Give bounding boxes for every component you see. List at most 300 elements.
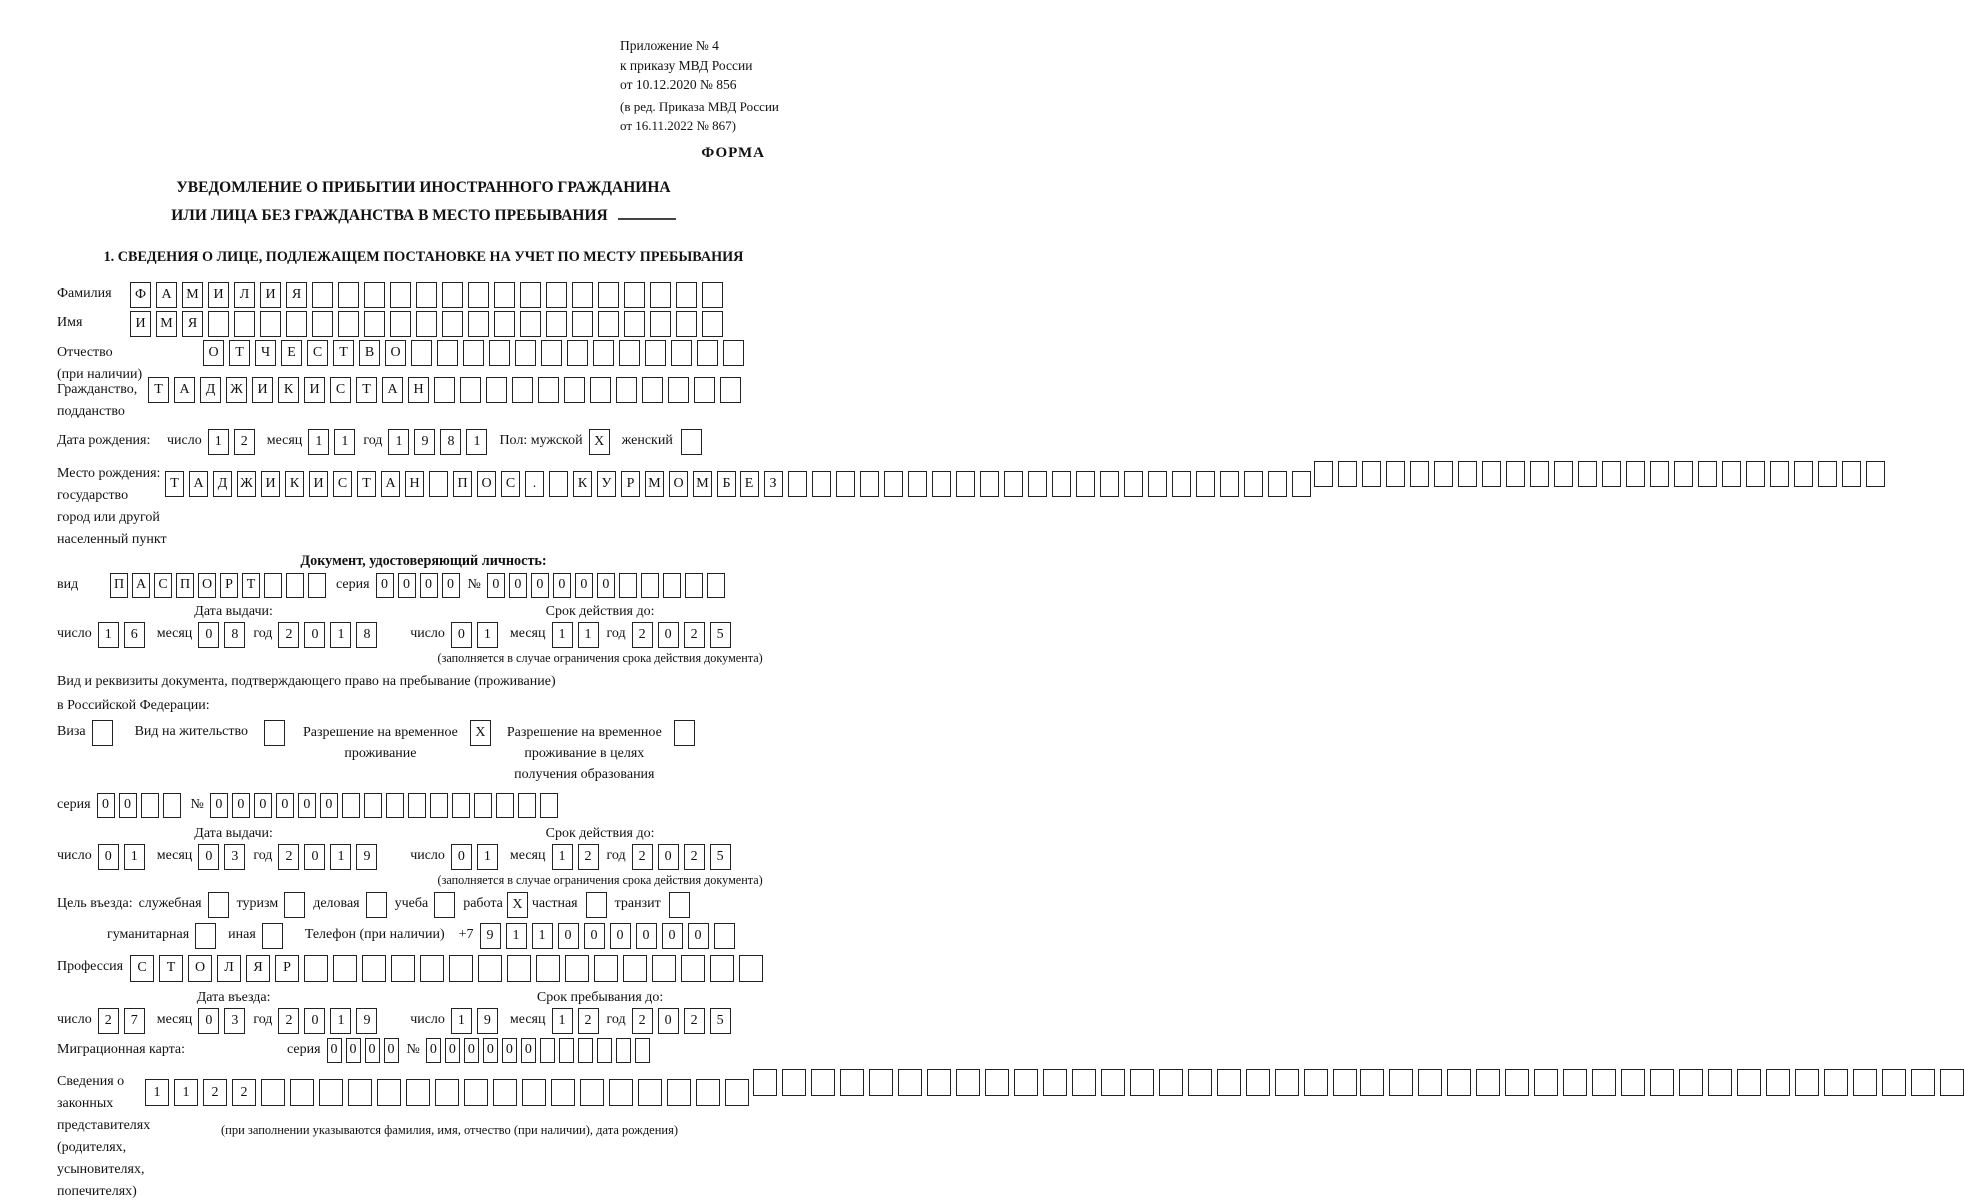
- legal-reps-row3-cell[interactable]: [1418, 1069, 1442, 1096]
- patronymic-cell[interactable]: Е: [281, 340, 302, 366]
- legal-reps-row2-cell[interactable]: [1014, 1069, 1038, 1096]
- residence-issue-day-cell[interactable]: 1: [124, 844, 145, 870]
- citizenship-cells[interactable]: [148, 377, 741, 403]
- surname-cell[interactable]: [598, 282, 619, 308]
- doc-issue-year-cell[interactable]: 0: [304, 622, 325, 648]
- residence-number-cells[interactable]: [210, 793, 558, 818]
- profession-cell[interactable]: [565, 955, 589, 982]
- temp-residence-edu-cell[interactable]: [674, 720, 695, 746]
- profession-cell[interactable]: Т: [159, 955, 183, 982]
- doc-issue-year[interactable]: [278, 622, 377, 648]
- legal-reps-row1-cell[interactable]: [319, 1079, 343, 1106]
- legal-reps-row3-cell[interactable]: [1911, 1069, 1935, 1096]
- name-cell[interactable]: [390, 311, 411, 337]
- phone-cell[interactable]: 9: [480, 923, 501, 949]
- patronymic-cell[interactable]: В: [359, 340, 380, 366]
- birth-place-row1-cell[interactable]: [549, 471, 568, 497]
- patronymic-cell[interactable]: [645, 340, 666, 366]
- citizenship-cell[interactable]: С: [330, 377, 351, 403]
- birth-place-row2-cell[interactable]: [1124, 471, 1143, 497]
- residence-series-cells[interactable]: [97, 793, 181, 818]
- residence-number-cell[interactable]: [386, 793, 404, 818]
- birth-month-cells[interactable]: [308, 429, 355, 455]
- birth-place-row3-cell[interactable]: [1314, 461, 1333, 487]
- entry-date-day-cell[interactable]: 7: [124, 1008, 145, 1034]
- doc-series-cell[interactable]: 0: [420, 573, 438, 598]
- doc-type-cell[interactable]: [308, 573, 326, 598]
- birth-year-cell[interactable]: 8: [440, 429, 461, 455]
- birth-place-row2-cell[interactable]: [1196, 471, 1215, 497]
- residence-valid-month[interactable]: [552, 844, 599, 870]
- surname-cell[interactable]: Л: [234, 282, 255, 308]
- doc-type-cell[interactable]: Т: [242, 573, 260, 598]
- legal-reps-row3-cell[interactable]: [1940, 1069, 1964, 1096]
- patronymic-cell[interactable]: [489, 340, 510, 366]
- visa-cell[interactable]: [92, 720, 113, 746]
- purpose-other-checkbox[interactable]: [262, 923, 283, 949]
- purpose-official-checkbox[interactable]: [208, 892, 229, 918]
- stay-until-month-cell[interactable]: 1: [552, 1008, 573, 1034]
- patronymic-cell[interactable]: Ч: [255, 340, 276, 366]
- legal-reps-row1-cell[interactable]: [609, 1079, 633, 1106]
- migration-number-cell[interactable]: [540, 1038, 555, 1063]
- residence-valid-year-cell[interactable]: 2: [632, 844, 653, 870]
- residence-permit-checkbox[interactable]: [264, 720, 285, 746]
- legal-reps-row1-cell[interactable]: [377, 1079, 401, 1106]
- citizenship-cell[interactable]: И: [304, 377, 325, 403]
- citizenship-cell[interactable]: [668, 377, 689, 403]
- name-cell[interactable]: [598, 311, 619, 337]
- purpose-work-checkbox[interactable]: [507, 892, 528, 918]
- migration-series-cell[interactable]: 0: [346, 1038, 361, 1063]
- residence-issue-day[interactable]: [98, 844, 145, 870]
- birth-place-row3-cell[interactable]: [1362, 461, 1381, 487]
- profession-cell[interactable]: [449, 955, 473, 982]
- name-cell[interactable]: [624, 311, 645, 337]
- doc-number-cell[interactable]: 0: [575, 573, 593, 598]
- citizenship-cell[interactable]: [512, 377, 533, 403]
- doc-valid-year[interactable]: [632, 622, 731, 648]
- doc-valid-day[interactable]: [451, 622, 498, 648]
- birth-place-row3-cell[interactable]: [1554, 461, 1573, 487]
- residence-series-cell[interactable]: [141, 793, 159, 818]
- citizenship-cell[interactable]: [434, 377, 455, 403]
- surname-cell[interactable]: [676, 282, 697, 308]
- legal-reps-row2-cell[interactable]: [840, 1069, 864, 1096]
- citizenship-cell[interactable]: Т: [148, 377, 169, 403]
- patronymic-cell[interactable]: [541, 340, 562, 366]
- profession-cells[interactable]: [130, 955, 763, 982]
- legal-reps-row3-cell[interactable]: [1650, 1069, 1674, 1096]
- residence-valid-year-cell[interactable]: 5: [710, 844, 731, 870]
- legal-reps-row3-cell[interactable]: [1563, 1069, 1587, 1096]
- purpose-tourism-cell[interactable]: [284, 892, 305, 918]
- doc-series-cells[interactable]: [376, 573, 460, 598]
- doc-number-cell[interactable]: [707, 573, 725, 598]
- purpose-transit-cell[interactable]: [669, 892, 690, 918]
- migration-number-cell[interactable]: 0: [502, 1038, 517, 1063]
- legal-reps-row1-cell[interactable]: [406, 1079, 430, 1106]
- profession-cell[interactable]: Р: [275, 955, 299, 982]
- phone-cells[interactable]: [480, 923, 735, 949]
- migration-number-cell[interactable]: [559, 1038, 574, 1063]
- residence-valid-month-cell[interactable]: 2: [578, 844, 599, 870]
- birth-place-row3-cell[interactable]: [1602, 461, 1621, 487]
- migration-series-cell[interactable]: 0: [365, 1038, 380, 1063]
- legal-reps-row2-cell[interactable]: [1101, 1069, 1125, 1096]
- residence-number-cell[interactable]: 0: [232, 793, 250, 818]
- name-cell[interactable]: [702, 311, 723, 337]
- doc-type-cell[interactable]: П: [176, 573, 194, 598]
- patronymic-cell[interactable]: [463, 340, 484, 366]
- birth-place-row3-cell[interactable]: [1506, 461, 1525, 487]
- birth-place-row3-cell[interactable]: [1650, 461, 1669, 487]
- residence-issue-month-cell[interactable]: 3: [224, 844, 245, 870]
- birth-place-row3-cell[interactable]: [1386, 461, 1405, 487]
- citizenship-cell[interactable]: Т: [356, 377, 377, 403]
- birth-place-row1-cell[interactable]: У: [597, 471, 616, 497]
- doc-number-cell[interactable]: 0: [553, 573, 571, 598]
- stay-until-year-cell[interactable]: 2: [632, 1008, 653, 1034]
- birth-year-cell[interactable]: 1: [466, 429, 487, 455]
- doc-valid-year-cell[interactable]: 2: [632, 622, 653, 648]
- citizenship-cell[interactable]: А: [174, 377, 195, 403]
- surname-cell[interactable]: И: [208, 282, 229, 308]
- birth-place-row2-cell[interactable]: [1244, 471, 1263, 497]
- legal-reps-row2-cell[interactable]: [1333, 1069, 1357, 1096]
- birth-place-row2-cell[interactable]: [1268, 471, 1287, 497]
- entry-date-day[interactable]: [98, 1008, 145, 1034]
- legal-reps-row1-cell[interactable]: [725, 1079, 749, 1106]
- legal-reps-row1-cell[interactable]: [435, 1079, 459, 1106]
- birth-place-row3-cell[interactable]: [1698, 461, 1717, 487]
- doc-number-cell[interactable]: [663, 573, 681, 598]
- birth-place-row2-cell[interactable]: [1028, 471, 1047, 497]
- legal-reps-row3-cell[interactable]: [1476, 1069, 1500, 1096]
- residence-issue-day-cell[interactable]: 0: [98, 844, 119, 870]
- migration-series-cells[interactable]: [327, 1038, 399, 1063]
- phone-cell[interactable]: 0: [558, 923, 579, 949]
- legal-reps-row3-cell[interactable]: [1824, 1069, 1848, 1096]
- doc-valid-month-cell[interactable]: 1: [552, 622, 573, 648]
- entry-date-year[interactable]: [278, 1008, 377, 1034]
- residence-valid-day-cell[interactable]: 1: [477, 844, 498, 870]
- citizenship-cell[interactable]: [720, 377, 741, 403]
- residence-number-cell[interactable]: [364, 793, 382, 818]
- doc-number-cells[interactable]: [487, 573, 725, 598]
- residence-number-cell[interactable]: 0: [210, 793, 228, 818]
- migration-number-cell[interactable]: 0: [445, 1038, 460, 1063]
- legal-reps-row1-cell[interactable]: [348, 1079, 372, 1106]
- legal-reps-row3-cell[interactable]: [1795, 1069, 1819, 1096]
- residence-permit-cell[interactable]: [264, 720, 285, 746]
- birth-year-cell[interactable]: 1: [388, 429, 409, 455]
- birth-place-row1-cell[interactable]: Б: [717, 471, 736, 497]
- doc-issue-year-cell[interactable]: 1: [330, 622, 351, 648]
- profession-cell[interactable]: [536, 955, 560, 982]
- birth-place-row2-cell[interactable]: [788, 471, 807, 497]
- surname-cell[interactable]: М: [182, 282, 203, 308]
- residence-series-cell[interactable]: [163, 793, 181, 818]
- residence-valid-day-cell[interactable]: 0: [451, 844, 472, 870]
- legal-reps-row3-cell[interactable]: [1534, 1069, 1558, 1096]
- surname-cell[interactable]: Ф: [130, 282, 151, 308]
- migration-number-cell[interactable]: 0: [464, 1038, 479, 1063]
- doc-issue-day[interactable]: [98, 622, 145, 648]
- purpose-official-cell[interactable]: [208, 892, 229, 918]
- sex-female-checkbox[interactable]: [681, 429, 702, 455]
- birth-place-row1-cell[interactable]: К: [573, 471, 592, 497]
- birth-place-row2-cell[interactable]: [1004, 471, 1023, 497]
- citizenship-cell[interactable]: И: [252, 377, 273, 403]
- birth-place-row1-cell[interactable]: Ж: [237, 471, 256, 497]
- legal-reps-row2-cell[interactable]: [1275, 1069, 1299, 1096]
- patronymic-cells[interactable]: [203, 340, 744, 366]
- birth-month-cell[interactable]: 1: [308, 429, 329, 455]
- stay-until-year-cell[interactable]: 0: [658, 1008, 679, 1034]
- legal-reps-row3-cell[interactable]: [1679, 1069, 1703, 1096]
- birth-year-cells[interactable]: [388, 429, 487, 455]
- birth-place-row2-cell[interactable]: [1076, 471, 1095, 497]
- birth-month-cell[interactable]: 1: [334, 429, 355, 455]
- residence-valid-day[interactable]: [451, 844, 498, 870]
- birth-year-cell[interactable]: 9: [414, 429, 435, 455]
- residence-issue-month-cell[interactable]: 0: [198, 844, 219, 870]
- name-cell[interactable]: [572, 311, 593, 337]
- profession-cell[interactable]: [507, 955, 531, 982]
- citizenship-cell[interactable]: [590, 377, 611, 403]
- doc-valid-year-cell[interactable]: 0: [658, 622, 679, 648]
- profession-cell[interactable]: [420, 955, 444, 982]
- temp-residence-cell[interactable]: X: [470, 720, 491, 746]
- legal-reps-row3-cell[interactable]: [1592, 1069, 1616, 1096]
- entry-date-year-cell[interactable]: 9: [356, 1008, 377, 1034]
- legal-reps-row3[interactable]: [1360, 1069, 1964, 1096]
- birth-place-row2-cell[interactable]: [1148, 471, 1167, 497]
- profession-cell[interactable]: [304, 955, 328, 982]
- migration-number-cell[interactable]: [597, 1038, 612, 1063]
- birth-place-row1-cell[interactable]: А: [189, 471, 208, 497]
- name-cell[interactable]: И: [130, 311, 151, 337]
- legal-reps-row3-cell[interactable]: [1389, 1069, 1413, 1096]
- stay-until-month[interactable]: [552, 1008, 599, 1034]
- doc-valid-day-cell[interactable]: 1: [477, 622, 498, 648]
- name-cell[interactable]: [234, 311, 255, 337]
- birth-day-cell[interactable]: 1: [208, 429, 229, 455]
- legal-reps-row2-cell[interactable]: [1246, 1069, 1270, 1096]
- doc-number-cell[interactable]: 0: [531, 573, 549, 598]
- legal-reps-row1-cell[interactable]: 2: [203, 1079, 227, 1106]
- surname-cell[interactable]: А: [156, 282, 177, 308]
- legal-reps-row2-cell[interactable]: [782, 1069, 806, 1096]
- doc-series-cell[interactable]: 0: [398, 573, 416, 598]
- residence-issue-year-cell[interactable]: 0: [304, 844, 325, 870]
- doc-series-cell[interactable]: 0: [376, 573, 394, 598]
- birth-place-row2-cell[interactable]: [908, 471, 927, 497]
- legal-reps-row1-cell[interactable]: [551, 1079, 575, 1106]
- birth-place-row1-cell[interactable]: А: [381, 471, 400, 497]
- profession-cell[interactable]: [594, 955, 618, 982]
- birth-place-row2-cell[interactable]: [956, 471, 975, 497]
- doc-issue-month-cell[interactable]: 0: [198, 622, 219, 648]
- stay-until-day-cell[interactable]: 1: [451, 1008, 472, 1034]
- purpose-other-cell[interactable]: [262, 923, 283, 949]
- sex-male-cell[interactable]: X: [589, 429, 610, 455]
- residence-valid-month-cell[interactable]: 1: [552, 844, 573, 870]
- legal-reps-row2-cell[interactable]: [1043, 1069, 1067, 1096]
- birth-place-row3-cell[interactable]: [1818, 461, 1837, 487]
- doc-number-cell[interactable]: [685, 573, 703, 598]
- residence-issue-year-cell[interactable]: 2: [278, 844, 299, 870]
- entry-date-year-cell[interactable]: 1: [330, 1008, 351, 1034]
- doc-type-cell[interactable]: О: [198, 573, 216, 598]
- birth-place-row1-cell[interactable]: С: [333, 471, 352, 497]
- surname-cell[interactable]: [520, 282, 541, 308]
- name-cell[interactable]: [260, 311, 281, 337]
- stay-until-day[interactable]: [451, 1008, 498, 1034]
- birth-place-row1[interactable]: [165, 471, 736, 497]
- legal-reps-row2-cell[interactable]: [753, 1069, 777, 1096]
- patronymic-cell[interactable]: [567, 340, 588, 366]
- residence-number-cell[interactable]: 0: [298, 793, 316, 818]
- name-cell[interactable]: [520, 311, 541, 337]
- patronymic-cell[interactable]: [515, 340, 536, 366]
- legal-reps-row1-cell[interactable]: 1: [174, 1079, 198, 1106]
- citizenship-cell[interactable]: К: [278, 377, 299, 403]
- migration-number-cells[interactable]: [426, 1038, 650, 1063]
- profession-cell[interactable]: Я: [246, 955, 270, 982]
- birth-place-row1-cell[interactable]: К: [285, 471, 304, 497]
- birth-place-row3-cell[interactable]: [1482, 461, 1501, 487]
- migration-number-cell[interactable]: 0: [521, 1038, 536, 1063]
- legal-reps-row2-cell[interactable]: [1072, 1069, 1096, 1096]
- migration-number-cell[interactable]: [616, 1038, 631, 1063]
- phone-cell[interactable]: 0: [662, 923, 683, 949]
- legal-reps-row2-cell[interactable]: [1304, 1069, 1328, 1096]
- residence-issue-year-cell[interactable]: 1: [330, 844, 351, 870]
- legal-reps-row3-cell[interactable]: [1853, 1069, 1877, 1096]
- profession-cell[interactable]: [710, 955, 734, 982]
- purpose-humanitarian-cell[interactable]: [195, 923, 216, 949]
- doc-type-cell[interactable]: [286, 573, 304, 598]
- profession-cell[interactable]: [652, 955, 676, 982]
- doc-issue-year-cell[interactable]: 2: [278, 622, 299, 648]
- name-cell[interactable]: М: [156, 311, 177, 337]
- patronymic-cell[interactable]: Т: [229, 340, 250, 366]
- phone-cell[interactable]: [714, 923, 735, 949]
- birth-place-row1-cell[interactable]: П: [453, 471, 472, 497]
- name-cell[interactable]: [338, 311, 359, 337]
- surname-cell[interactable]: [546, 282, 567, 308]
- legal-reps-row3-cell[interactable]: [1360, 1069, 1384, 1096]
- birth-place-row2-cell[interactable]: [884, 471, 903, 497]
- birth-place-row2-cell[interactable]: [1172, 471, 1191, 497]
- name-cell[interactable]: [494, 311, 515, 337]
- surname-cell[interactable]: [442, 282, 463, 308]
- stay-until-day-cell[interactable]: 9: [477, 1008, 498, 1034]
- birth-place-row2-cell[interactable]: [1220, 471, 1239, 497]
- migration-series-cell[interactable]: 0: [384, 1038, 399, 1063]
- birth-place-row1-cell[interactable]: И: [309, 471, 328, 497]
- stay-until-month-cell[interactable]: 2: [578, 1008, 599, 1034]
- doc-issue-month[interactable]: [198, 622, 245, 648]
- residence-number-cell[interactable]: [452, 793, 470, 818]
- residence-number-cell[interactable]: 0: [276, 793, 294, 818]
- doc-valid-month[interactable]: [552, 622, 599, 648]
- birth-place-row1-cell[interactable]: О: [477, 471, 496, 497]
- legal-reps-row1-cell[interactable]: [464, 1079, 488, 1106]
- residence-number-cell[interactable]: [408, 793, 426, 818]
- legal-reps-row2-cell[interactable]: [1217, 1069, 1241, 1096]
- birth-place-row3-cell[interactable]: [1794, 461, 1813, 487]
- surname-cell[interactable]: [364, 282, 385, 308]
- legal-reps-row1-cell[interactable]: [696, 1079, 720, 1106]
- birth-day-cell[interactable]: 2: [234, 429, 255, 455]
- birth-day-cells[interactable]: [208, 429, 255, 455]
- birth-place-row3-cell[interactable]: [1842, 461, 1861, 487]
- legal-reps-row3-cell[interactable]: [1708, 1069, 1732, 1096]
- residence-number-cell[interactable]: [342, 793, 360, 818]
- doc-number-cell[interactable]: [619, 573, 637, 598]
- legal-reps-row1-cell[interactable]: 2: [232, 1079, 256, 1106]
- birth-place-row1-cell[interactable]: .: [525, 471, 544, 497]
- citizenship-cell[interactable]: Ж: [226, 377, 247, 403]
- migration-number-cell[interactable]: [635, 1038, 650, 1063]
- legal-reps-row1-cell[interactable]: [493, 1079, 517, 1106]
- citizenship-cell[interactable]: [460, 377, 481, 403]
- doc-valid-day-cell[interactable]: 0: [451, 622, 472, 648]
- citizenship-cell[interactable]: Д: [200, 377, 221, 403]
- profession-cell[interactable]: Л: [217, 955, 241, 982]
- entry-date-day-cell[interactable]: 2: [98, 1008, 119, 1034]
- birth-place-row3-cell[interactable]: [1674, 461, 1693, 487]
- purpose-study-checkbox[interactable]: [434, 892, 455, 918]
- residence-number-cell[interactable]: [496, 793, 514, 818]
- birth-place-row2[interactable]: [740, 471, 1311, 497]
- residence-valid-year-cell[interactable]: 2: [684, 844, 705, 870]
- sex-male-checkbox[interactable]: [589, 429, 610, 455]
- legal-reps-row2-cell[interactable]: [985, 1069, 1009, 1096]
- birth-place-row3-cell[interactable]: [1866, 461, 1885, 487]
- entry-date-year-cell[interactable]: 2: [278, 1008, 299, 1034]
- purpose-work-cell[interactable]: X: [507, 892, 528, 918]
- surname-cell[interactable]: [572, 282, 593, 308]
- legal-reps-row2-cell[interactable]: [1159, 1069, 1183, 1096]
- name-cell[interactable]: [442, 311, 463, 337]
- birth-place-row3-cell[interactable]: [1410, 461, 1429, 487]
- birth-place-row2-cell[interactable]: [980, 471, 999, 497]
- legal-reps-row1-cell[interactable]: [638, 1079, 662, 1106]
- birth-place-row1-cell[interactable]: М: [693, 471, 712, 497]
- residence-number-cell[interactable]: [474, 793, 492, 818]
- residence-issue-year[interactable]: [278, 844, 377, 870]
- birth-place-row3-cell[interactable]: [1458, 461, 1477, 487]
- birth-place-row2-cell[interactable]: [1100, 471, 1119, 497]
- citizenship-cell[interactable]: [642, 377, 663, 403]
- birth-place-row1-cell[interactable]: Н: [405, 471, 424, 497]
- profession-cell[interactable]: [391, 955, 415, 982]
- doc-issue-year-cell[interactable]: 8: [356, 622, 377, 648]
- legal-reps-row2-cell[interactable]: [898, 1069, 922, 1096]
- legal-reps-row1-cell[interactable]: [290, 1079, 314, 1106]
- purpose-business-cell[interactable]: [366, 892, 387, 918]
- doc-type-cell[interactable]: Р: [220, 573, 238, 598]
- birth-place-row1-cell[interactable]: И: [261, 471, 280, 497]
- name-cell[interactable]: Я: [182, 311, 203, 337]
- doc-type-cell[interactable]: А: [132, 573, 150, 598]
- birth-place-row3-cell[interactable]: [1578, 461, 1597, 487]
- surname-cell[interactable]: [650, 282, 671, 308]
